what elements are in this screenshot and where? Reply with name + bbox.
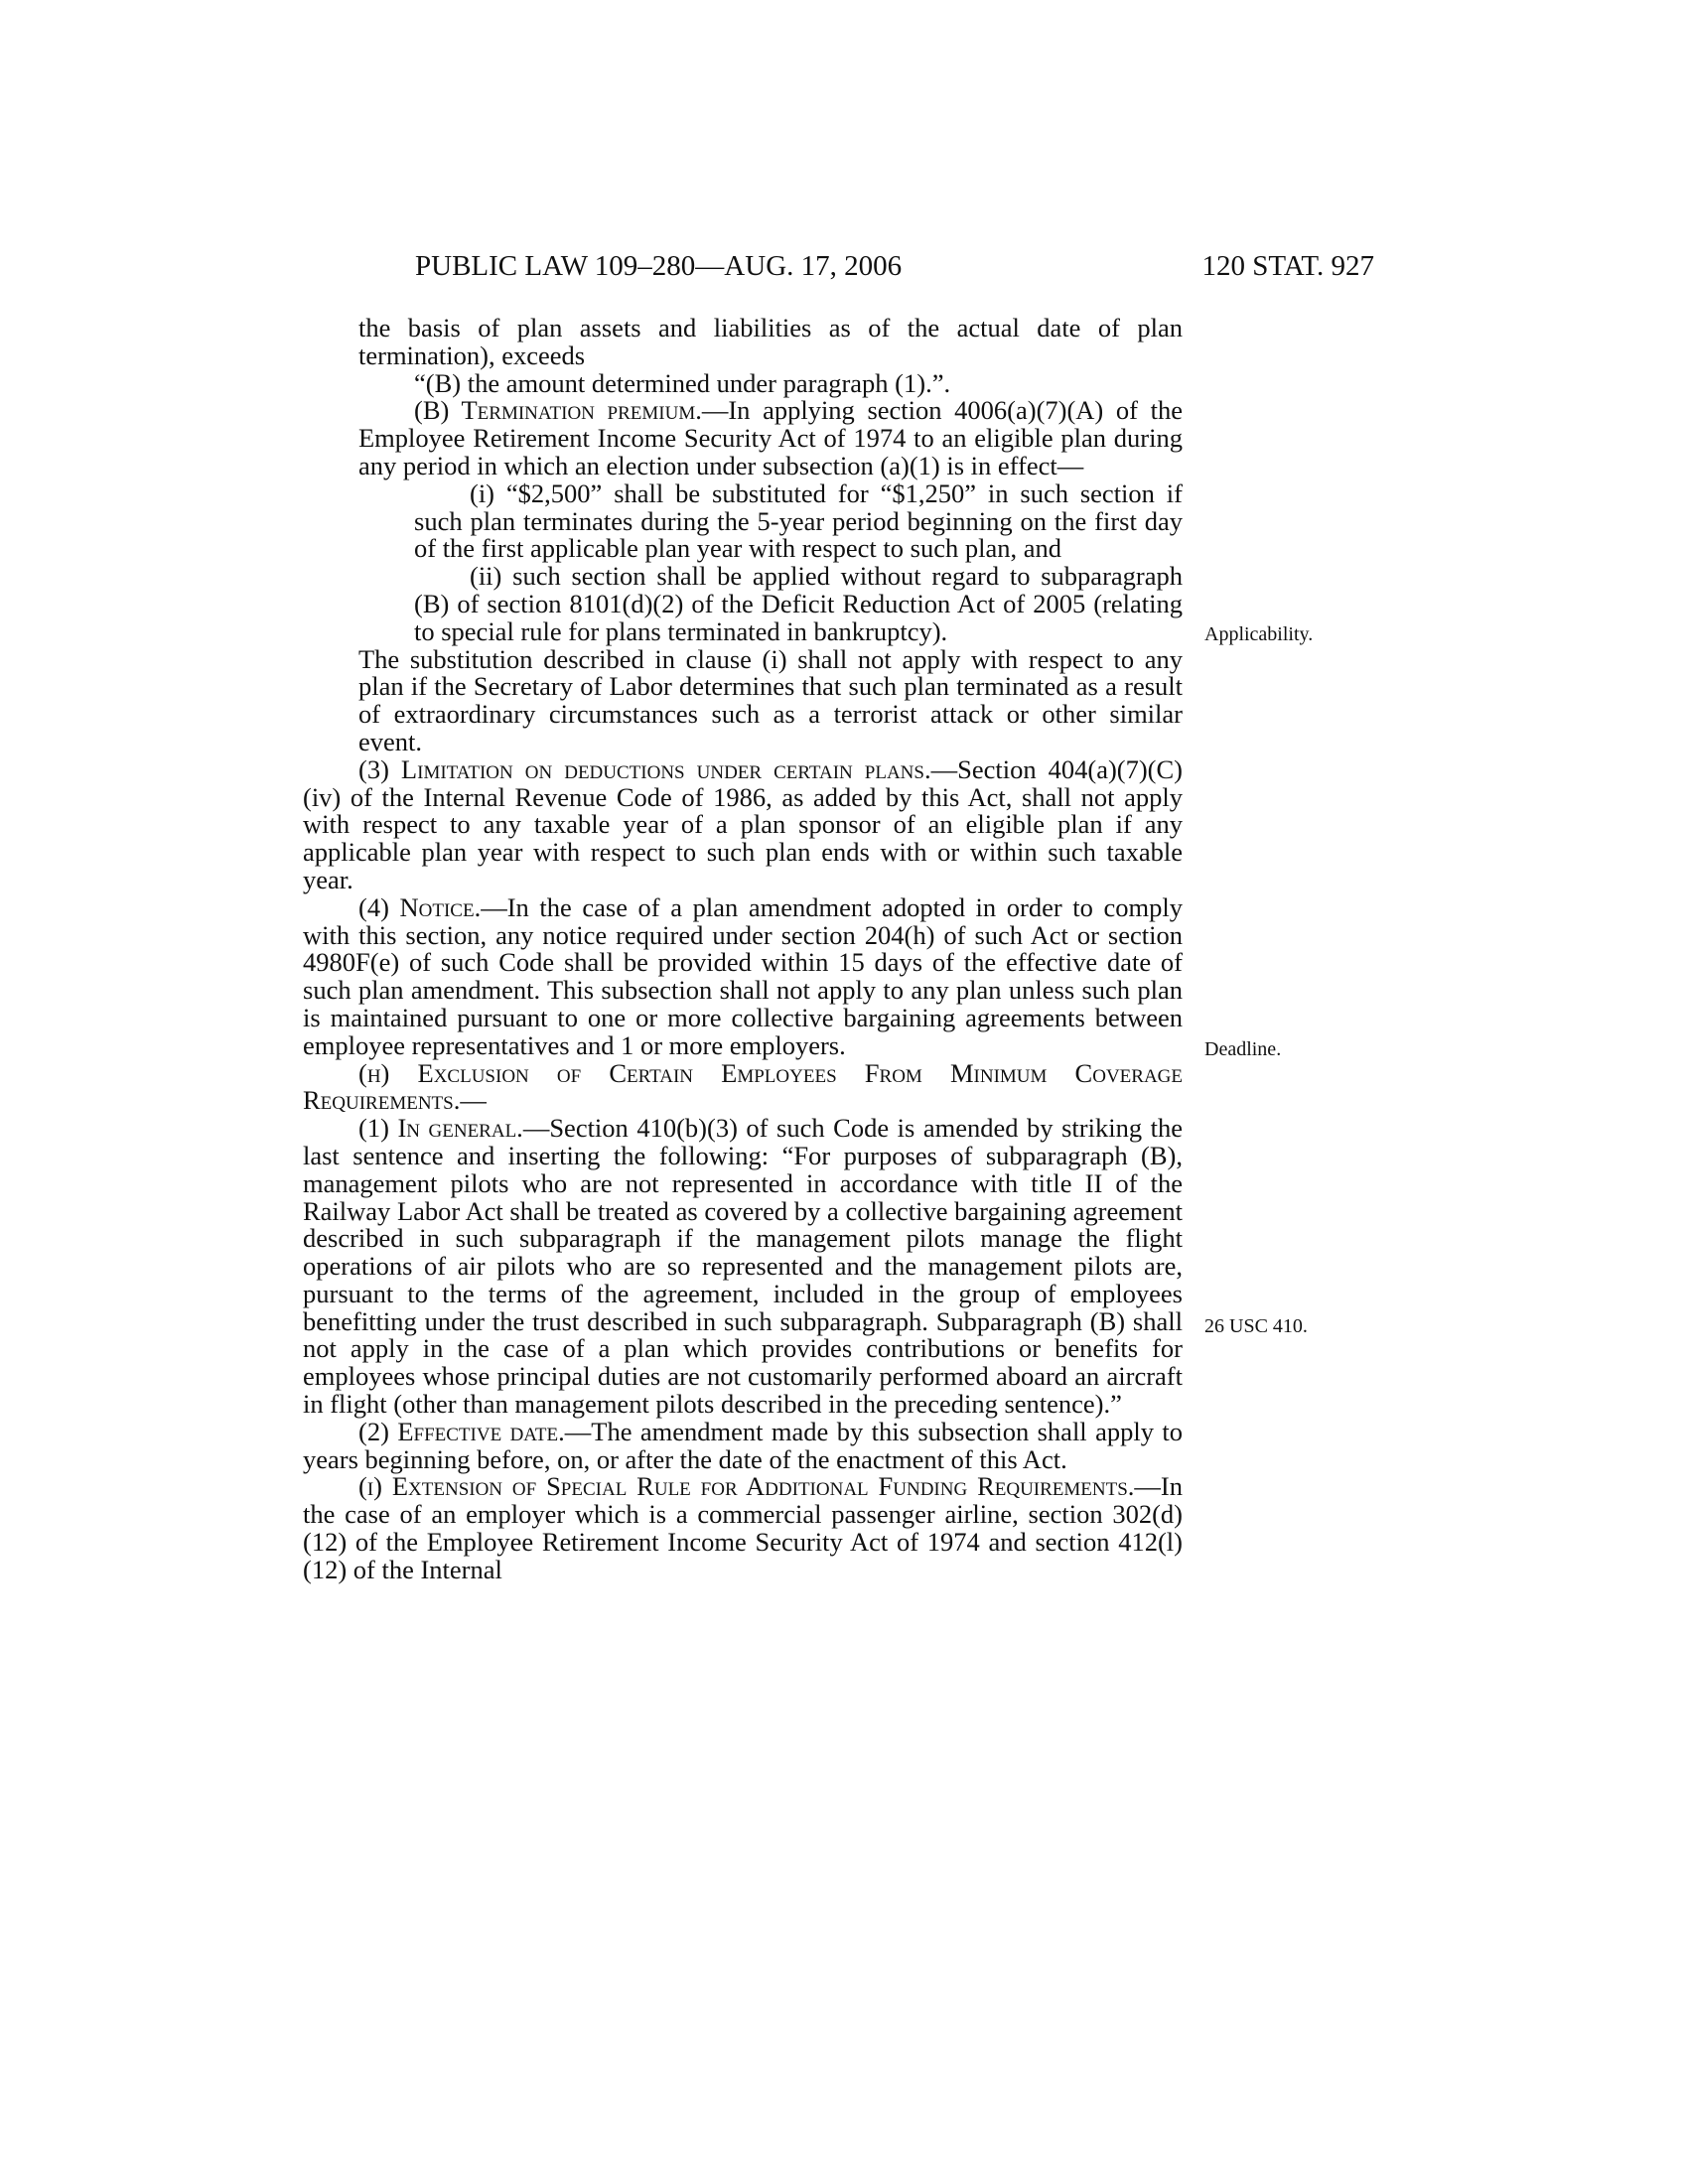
paragraph-quoted-b: “(B) the amount determined under paragraph (1).”. xyxy=(414,367,951,398)
heading-termination-premium: (B) Termination premium. xyxy=(414,395,702,426)
text-exclusion: — xyxy=(460,1085,487,1116)
text-limitation: —Section 404(a)(7)(C)(iv) of the Internal Revenue Code of 1986, as added by this Act, shall not apply with respect to any taxable year of a plan sponsor of an eligible plan if any applicable plan year with respect to such plan ends with or within such taxable year. xyxy=(303,753,1184,894)
heading-limitation: (3) Limitation on deductions under certain plans. xyxy=(358,753,931,784)
heading-effective-date: (2) Effective date. xyxy=(358,1416,565,1446)
statute-text xyxy=(303,313,1184,1584)
clause-i: (i) “$2,500” shall be substituted for “$1,250” in such section if such plan terminates during the 5-year period beginning on the first day of the first applicable plan year with respect to such plan, and xyxy=(414,478,1183,564)
paragraph-continuation: the basis of plan assets and liabilities as of the actual date of plan termination), exceeds xyxy=(358,313,1183,370)
text-extension: —In the case of an employer which is a commercial passenger airline, section 302(d)(12) of the Employee Retirement Income Security Act of 1974 and section 412(l)(12) of the Internal xyxy=(303,1471,1183,1584)
running-header xyxy=(415,246,1374,286)
paragraph-notice xyxy=(303,891,1183,1060)
paragraph-extension xyxy=(303,1473,1183,1583)
paragraph-limitation xyxy=(303,753,1184,894)
header-public-law: PUBLIC LAW 109–280—AUG. 17, 2006 xyxy=(415,250,903,282)
text-notice: —In the case of a plan amendment adopted in order to comply with this section, any notice required under section 204(h) of such Act or section 4980F(e) of such Code shall be provided within 15 days of the effective date of such plan amendment. This subsection shall not apply to any plan unless such plan is maintained pursuant to one or more collective bargaining agreements between employee representatives and 1 or more employers. xyxy=(303,891,1183,1060)
header-stat-page: 120 STAT. 927 xyxy=(1201,250,1374,282)
heading-in-general: (1) In general. xyxy=(358,1113,523,1144)
clause-ii: (ii) such section shall be applied without regard to subparagraph (B) of section 8101(d)(2) of the Deficit Reduction Act of 2005 (relating to special rule for plans terminated in bankruptcy). xyxy=(414,561,1183,646)
text-termination-premium: —In applying section 4006(a)(7)(A) of the Employee Retirement Income Security Act of 1974 to an eligible plan during any period in which an election under subsection (a)(1) is in effect— xyxy=(358,395,1183,480)
text-effective-date: —The amendment made by this subsection shall apply to years beginning before, on, or after the date of the enactment of this Act. xyxy=(303,1416,1183,1474)
paragraph-effective-date xyxy=(303,1416,1183,1474)
heading-exclusion: (h) Exclusion of Certain Employees From Minimum Coverage Requirements. xyxy=(303,1057,1183,1116)
heading-notice: (4) Notice. xyxy=(358,891,482,922)
margin-note-deadline: Deadline. xyxy=(1204,1038,1282,1060)
margin-note-usc: 26 USC 410. xyxy=(1204,1315,1308,1337)
text-in-general: —Section 410(b)(3) of such Code is amended by striking the last sentence and inserting the following: “For purposes of subparagraph (B), management pilots who are not represented in accordance with title II of the Railway Labor Act shall be treated as covered by a collective bargaining agreement described in such subparagraph if the management pilots manage the flight operations of air pilots who are so represented and the management pilots are, pursuant to the terms of the agreement, included in the group of employees benefitting under the trust described in such subparagraph. Subparagraph (B) shall not apply in the case of a plan which provides contributions or benefits for employees whose principal duties are not customarily performed aboard an aircraft in flight (other than management pilots described in the preceding sentence).” xyxy=(303,1113,1183,1420)
margin-note-applicability: Applicability. xyxy=(1204,623,1314,645)
paragraph-in-general xyxy=(303,1115,1183,1419)
paragraph-termination-premium xyxy=(358,397,1183,479)
paragraph-exclusion xyxy=(303,1057,1183,1116)
heading-extension: (i) Extension of Special Rule for Additional Funding Requirements. xyxy=(358,1471,1135,1502)
paragraph-substitution: The substitution described in clause (i) shall not apply with respect to any plan if the Secretary of Labor determines that such plan terminated as a result of extraordinary circumstances such as a terrorist attack or other similar event. xyxy=(358,643,1183,756)
